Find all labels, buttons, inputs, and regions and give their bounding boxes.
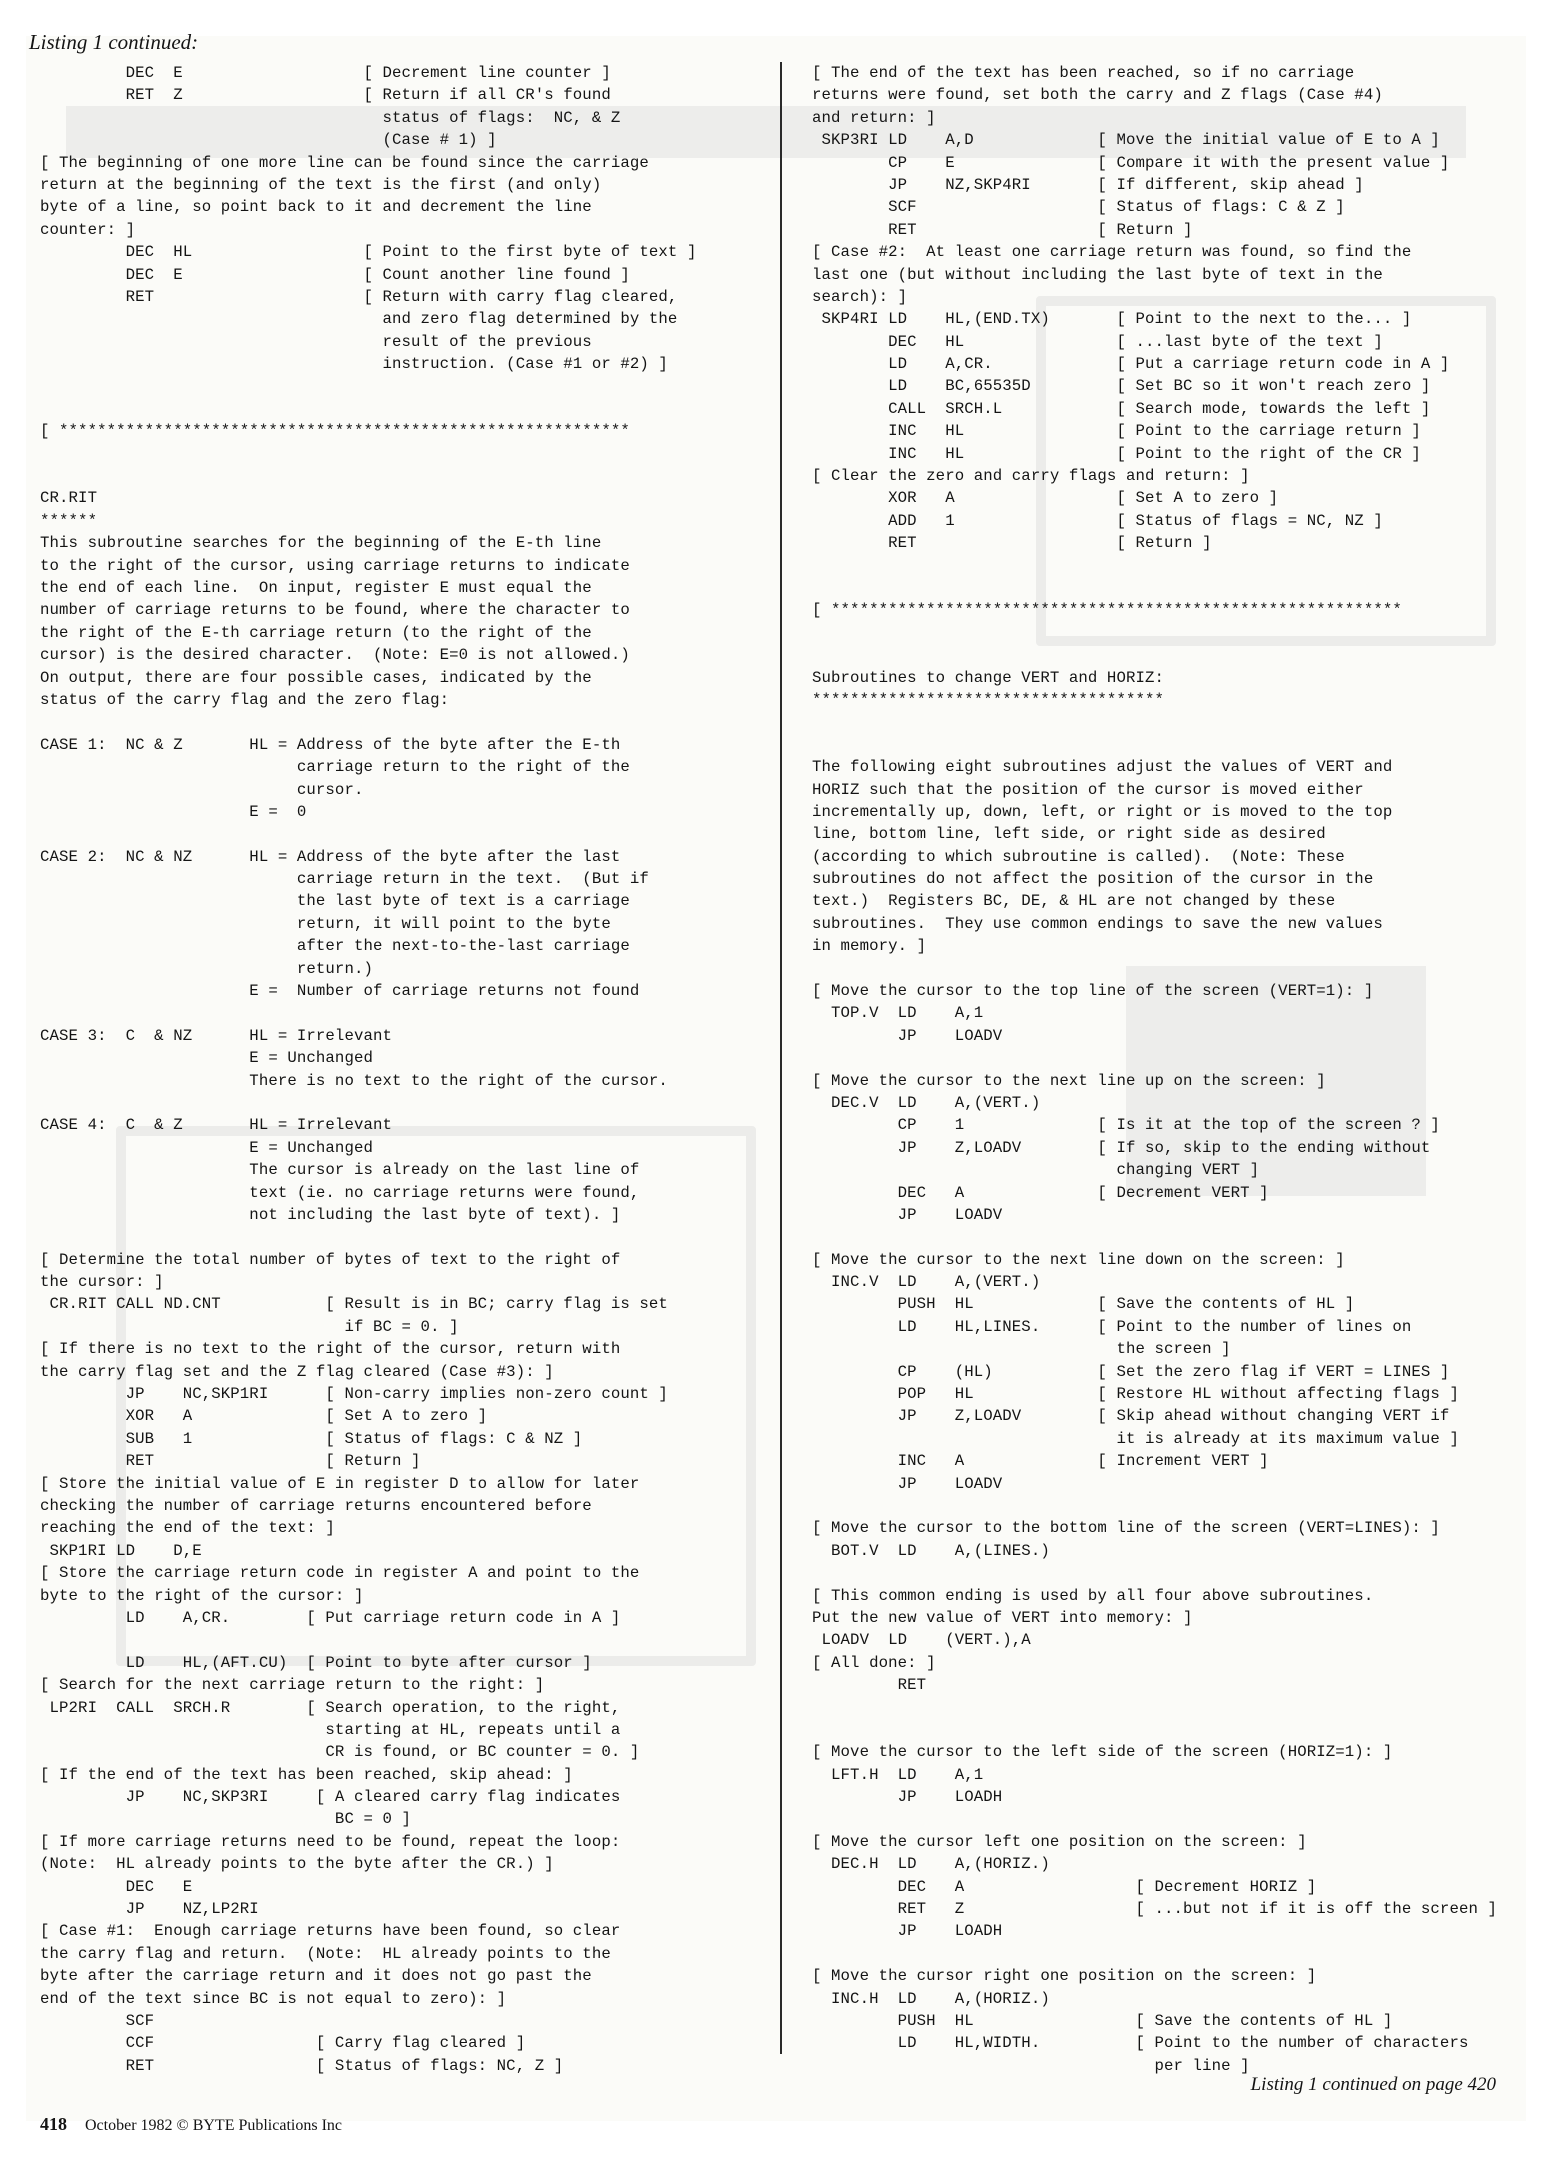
code-line: subroutines do not affect the position of the cursor in the: [812, 870, 1374, 889]
code-line: SKP3RI LD A,D [ Move the initial value of E to A ]: [812, 131, 1440, 150]
code-line: subroutines. They use common endings to save the new values: [812, 914, 1383, 933]
code-line: SCF [ Status of flags: C & Z ]: [812, 198, 1345, 217]
code-line: RET [ Return ]: [812, 220, 1193, 239]
code-line: [812, 1719, 1497, 1741]
code-line: [ Store the carriage return code in register A and point to the: [40, 1564, 640, 1583]
code-line: JP NZ,SKP4RI [ If different, skip ahead ]: [812, 175, 1364, 194]
code-line: LD A,CR. [ Put a carriage return code in A ]: [812, 355, 1450, 374]
code-line: [ Determine the total number of bytes of text to the right of: [40, 1250, 621, 1269]
code-line: starting at HL, repeats until a: [40, 1720, 621, 1739]
code-line: XOR A [ Set A to zero ]: [40, 1407, 488, 1426]
code-line: [ Store the initial value of E in register D to allow for later: [40, 1474, 640, 1493]
code-line: per line ]: [812, 2056, 1250, 2075]
code-line: [ Move the cursor to the left side of the screen (HORIZ=1): ]: [812, 1743, 1393, 1762]
code-column-right: [812, 62, 1497, 2077]
code-line: E = Number of carriage returns not found: [40, 982, 640, 1001]
code-line: INC HL [ Point to the carriage return ]: [812, 422, 1421, 441]
code-line: [812, 555, 1497, 577]
code-line: not including the last byte of text). ]: [40, 1205, 621, 1224]
code-line: DEC.V LD A,(VERT.): [812, 1093, 1041, 1112]
code-line: [ Move the cursor left one position on the screen: ]: [812, 1832, 1307, 1851]
code-line: [40, 1092, 696, 1114]
code-line: DEC E: [40, 1877, 193, 1896]
code-line: [40, 711, 696, 733]
page-footer: [40, 2114, 342, 2135]
code-line: INC HL [ Point to the right of the CR ]: [812, 444, 1421, 463]
code-line: counter: ]: [40, 220, 136, 239]
code-line: after the next-to-the-last carriage: [40, 937, 630, 956]
code-line: ******: [40, 511, 98, 530]
code-line: [ Search for the next carriage return to the right: ]: [40, 1676, 545, 1695]
code-line: [ Clear the zero and carry flags and return: ]: [812, 467, 1250, 486]
code-line: [ If more carriage returns need to be found, repeat the loop:: [40, 1832, 621, 1851]
code-line: [ The beginning of one more line can be found since the carriage: [40, 153, 649, 172]
code-line: [812, 1495, 1497, 1517]
code-line: [812, 734, 1497, 756]
code-line: DEC A [ Decrement HORIZ ]: [812, 1877, 1317, 1896]
code-line: cursor) is the desired character. (Note: E=0 is not allowed.): [40, 646, 630, 665]
code-line: result of the previous: [40, 332, 592, 351]
code-line: the last byte of text is a carriage: [40, 892, 630, 911]
code-line: DEC HL [ Point to the first byte of text ]: [40, 243, 697, 262]
code-line: Put the new value of VERT into memory: ]: [812, 1608, 1193, 1627]
code-line: if BC = 0. ]: [40, 1317, 459, 1336]
code-line: it is already at its maximum value ]: [812, 1429, 1459, 1448]
code-line: the end of each line. On input, register E must equal the: [40, 578, 592, 597]
code-line: [40, 823, 696, 845]
code-line: CALL SRCH.L [ Search mode, towards the left ]: [812, 399, 1431, 418]
code-line: [ Move the cursor to the top line of the screen (VERT=1): ]: [812, 982, 1374, 1001]
code-line: The following eight subroutines adjust the values of VERT and: [812, 758, 1393, 777]
code-line: [812, 1047, 1497, 1069]
code-line: JP LOADH: [812, 1788, 1003, 1807]
code-line: LD HL,WIDTH. [ Point to the number of characters: [812, 2034, 1469, 2053]
code-line: end of the text since BC is not equal to zero): ]: [40, 1989, 507, 2008]
code-line: CR is found, or BC counter = 0. ]: [40, 1743, 640, 1762]
code-line: CP 1 [ Is it at the top of the screen ? ]: [812, 1116, 1440, 1135]
code-line: the carry flag and return. (Note: HL already points to the: [40, 1944, 611, 1963]
code-line: cursor.: [40, 780, 364, 799]
code-line: CASE 3: C & NZ HL = Irrelevant: [40, 1026, 393, 1045]
code-line: and zero flag determined by the: [40, 310, 678, 329]
code-line: CASE 4: C & Z HL = Irrelevant: [40, 1116, 393, 1135]
code-line: (according to which subroutine is called). (Note: These: [812, 847, 1345, 866]
code-line: LFT.H LD A,1: [812, 1765, 984, 1784]
code-line: incrementally up, down, left, or right or is moved to the top: [812, 802, 1393, 821]
code-line: (Case # 1) ]: [40, 131, 497, 150]
code-line: carriage return to the right of the: [40, 758, 630, 777]
code-line: status of flags: NC, & Z: [40, 108, 621, 127]
code-line: INC.H LD A,(HORIZ.): [812, 1989, 1050, 2008]
code-line: LOADV LD (VERT.),A: [812, 1631, 1031, 1650]
code-line: [ Move the cursor to the bottom line of the screen (VERT=LINES): ]: [812, 1519, 1440, 1538]
code-line: [812, 577, 1497, 599]
code-line: [ Case #1: Enough carriage returns have been found, so clear: [40, 1922, 621, 1941]
code-line: HORIZ such that the position of the cursor is moved either: [812, 780, 1364, 799]
column-divider: [780, 62, 782, 2054]
code-line: carriage return in the text. (But if: [40, 870, 649, 889]
code-line: in memory. ]: [812, 937, 927, 956]
code-line: JP Z,LOADV [ If so, skip to the ending without: [812, 1138, 1431, 1157]
code-line: [40, 1002, 696, 1024]
code-line: E = Unchanged: [40, 1138, 373, 1157]
code-line: instruction. (Case #1 or #2) ]: [40, 355, 668, 374]
code-line: the carry flag set and the Z flag cleared (Case #3): ]: [40, 1362, 554, 1381]
code-line: [ The end of the text has been reached, so if no carriage: [812, 64, 1355, 82]
code-line: the screen ]: [812, 1340, 1231, 1359]
code-line: [812, 1562, 1497, 1584]
code-line: [40, 1226, 696, 1248]
code-line: [ All done: ]: [812, 1653, 936, 1672]
code-line: changing VERT ]: [812, 1161, 1260, 1180]
code-line: LD A,CR. [ Put carriage return code in A ]: [40, 1608, 621, 1627]
code-line: [812, 644, 1497, 666]
code-line: status of the carry flag and the zero flag:: [40, 690, 450, 709]
code-line: DEC A [ Decrement VERT ]: [812, 1183, 1269, 1202]
code-line: the right of the E-th carriage return (to the right of the: [40, 623, 592, 642]
code-line: LD HL,(AFT.CU) [ Point to byte after cursor ]: [40, 1653, 592, 1672]
code-line: JP NC,SKP1RI [ Non-carry implies non-zero count ]: [40, 1385, 668, 1404]
code-line: [ Move the cursor right one position on the screen: ]: [812, 1967, 1317, 1986]
code-line: TOP.V LD A,1: [812, 1004, 984, 1023]
code-line: E = Unchanged: [40, 1049, 373, 1068]
code-line: [812, 958, 1497, 980]
code-line: [40, 375, 696, 397]
code-line: INC A [ Increment VERT ]: [812, 1452, 1269, 1471]
code-line: CP E [ Compare it with the present value ]: [812, 153, 1450, 172]
code-line: LD BC,65535D [ Set BC so it won't reach zero ]: [812, 377, 1431, 396]
code-line: [40, 398, 696, 420]
code-line: byte of a line, so point back to it and decrement the line: [40, 198, 592, 217]
code-line: RET [ Return with carry flag cleared,: [40, 287, 678, 306]
code-line: LD HL,LINES. [ Point to the number of lines on: [812, 1317, 1412, 1336]
code-line: [812, 1697, 1497, 1719]
continuation-note: Listing 1 continued on page 420: [1250, 2074, 1496, 2095]
code-line: [ This common ending is used by all four above subroutines.: [812, 1586, 1374, 1605]
code-line: CASE 1: NC & Z HL = Address of the byte after the E-th: [40, 735, 621, 754]
code-line: reaching the end of the text: ]: [40, 1519, 335, 1538]
code-line: JP LOADV: [812, 1474, 1003, 1493]
code-line: RET [ Status of flags: NC, Z ]: [40, 2056, 564, 2075]
code-line: [812, 1943, 1497, 1965]
code-line: RET Z [ Return if all CR's found: [40, 86, 611, 105]
code-line: JP LOADV: [812, 1026, 1003, 1045]
code-line: *************************************: [812, 690, 1165, 709]
code-line: [ Move the cursor to the next line up on the screen: ]: [812, 1071, 1326, 1090]
code-line: RET [ Return ]: [40, 1452, 421, 1471]
code-line: There is no text to the right of the cursor.: [40, 1071, 668, 1090]
code-line: The cursor is already on the last line of: [40, 1161, 640, 1180]
code-line: RET Z [ ...but not if it is off the screen ]: [812, 1900, 1498, 1919]
code-line: CP (HL) [ Set the zero flag if VERT = LINES ]: [812, 1362, 1450, 1381]
code-line: ADD 1 [ Status of flags = NC, NZ ]: [812, 511, 1383, 530]
code-line: DEC E [ Count another line found ]: [40, 265, 630, 284]
code-line: RET [ Return ]: [812, 534, 1212, 553]
code-line: return.): [40, 959, 373, 978]
code-line: SKP1RI LD D,E: [40, 1541, 202, 1560]
code-line: SCF: [40, 2011, 155, 2030]
code-line: INC.V LD A,(VERT.): [812, 1273, 1041, 1292]
code-line: search): ]: [812, 287, 908, 306]
code-line: BOT.V LD A,(LINES.): [812, 1541, 1050, 1560]
listing-header: Listing 1 continued:: [29, 30, 199, 54]
code-line: (Note: HL already points to the byte after the CR.) ]: [40, 1855, 554, 1874]
code-line: checking the number of carriage returns encountered before: [40, 1497, 592, 1515]
code-line: [812, 1808, 1497, 1830]
code-line: POP HL [ Restore HL without affecting flags ]: [812, 1385, 1459, 1404]
code-line: [40, 443, 696, 465]
code-line: [812, 622, 1497, 644]
publication-credit: October 1982 © BYTE Publications Inc: [85, 2117, 342, 2134]
code-line: JP NC,SKP3RI [ A cleared carry flag indicates: [40, 1788, 621, 1807]
code-line: return at the beginning of the text is the first (and only): [40, 175, 602, 194]
code-line: return, it will point to the byte: [40, 914, 611, 933]
code-line: JP NZ,LP2RI: [40, 1900, 259, 1919]
code-line: to the right of the cursor, using carriage returns to indicate: [40, 556, 630, 575]
code-line: byte to the right of the cursor: ]: [40, 1586, 364, 1605]
code-line: CASE 2: NC & NZ HL = Address of the byte after the last: [40, 847, 621, 866]
code-line: [40, 1629, 696, 1651]
code-line: CCF [ Carry flag cleared ]: [40, 2034, 526, 2053]
code-line: and return: ]: [812, 108, 936, 127]
code-line: LP2RI CALL SRCH.R [ Search operation, to the right,: [40, 1698, 621, 1717]
code-line: line, bottom line, left side, or right side as desired: [812, 825, 1326, 844]
code-line: [812, 711, 1497, 733]
code-line: JP Z,LOADV [ Skip ahead without changing VERT if: [812, 1407, 1450, 1426]
code-line: On output, there are four possible cases, indicated by the: [40, 668, 592, 687]
code-line: SUB 1 [ Status of flags: C & NZ ]: [40, 1429, 583, 1448]
code-line: [ ************************************************************: [40, 422, 630, 441]
code-line: CR.RIT: [40, 489, 98, 508]
code-line: This subroutine searches for the beginning of the E-th line: [40, 534, 602, 553]
code-line: RET: [812, 1676, 927, 1695]
code-line: Subroutines to change VERT and HORIZ:: [812, 668, 1165, 687]
code-line: [40, 465, 696, 487]
code-line: PUSH HL [ Save the contents of HL ]: [812, 1295, 1355, 1314]
code-column-left: [40, 62, 696, 2077]
code-line: [ Move the cursor to the next line down on the screen: ]: [812, 1250, 1345, 1269]
code-line: [ If the end of the text has been reached, skip ahead: ]: [40, 1765, 573, 1784]
code-line: CR.RIT CALL ND.CNT [ Result is in BC; carry flag is set: [40, 1295, 668, 1314]
code-line: JP LOADV: [812, 1205, 1003, 1224]
code-line: BC = 0 ]: [40, 1810, 412, 1829]
code-line: E = 0: [40, 802, 307, 821]
code-line: [812, 1226, 1497, 1248]
code-line: DEC HL [ ...last byte of the text ]: [812, 332, 1383, 351]
code-line: DEC E [ Decrement line counter ]: [40, 64, 611, 82]
code-line: JP LOADH: [812, 1922, 1003, 1941]
code-line: XOR A [ Set A to zero ]: [812, 489, 1279, 508]
code-line: the cursor: ]: [40, 1273, 164, 1292]
code-line: last one (but without including the last byte of text in the: [812, 265, 1383, 284]
code-line: PUSH HL [ Save the contents of HL ]: [812, 2011, 1393, 2030]
code-line: [ If there is no text to the right of the cursor, return with: [40, 1340, 621, 1359]
code-line: DEC.H LD A,(HORIZ.): [812, 1855, 1050, 1874]
code-line: byte after the carriage return and it does not go past the: [40, 1967, 592, 1986]
code-line: returns were found, set both the carry and Z flags (Case #4): [812, 86, 1383, 105]
code-line: SKP4RI LD HL,(END.TX) [ Point to the next to the... ]: [812, 310, 1412, 329]
code-line: [ Case #2: At least one carriage return was found, so find the: [812, 243, 1412, 262]
code-line: [ ************************************************************: [812, 601, 1402, 620]
code-line: text.) Registers BC, DE, & HL are not changed by these: [812, 892, 1336, 911]
code-line: text (ie. no carriage returns were found,: [40, 1183, 640, 1202]
page-number: 418: [40, 2114, 67, 2134]
code-line: number of carriage returns to be found, where the character to: [40, 601, 630, 620]
